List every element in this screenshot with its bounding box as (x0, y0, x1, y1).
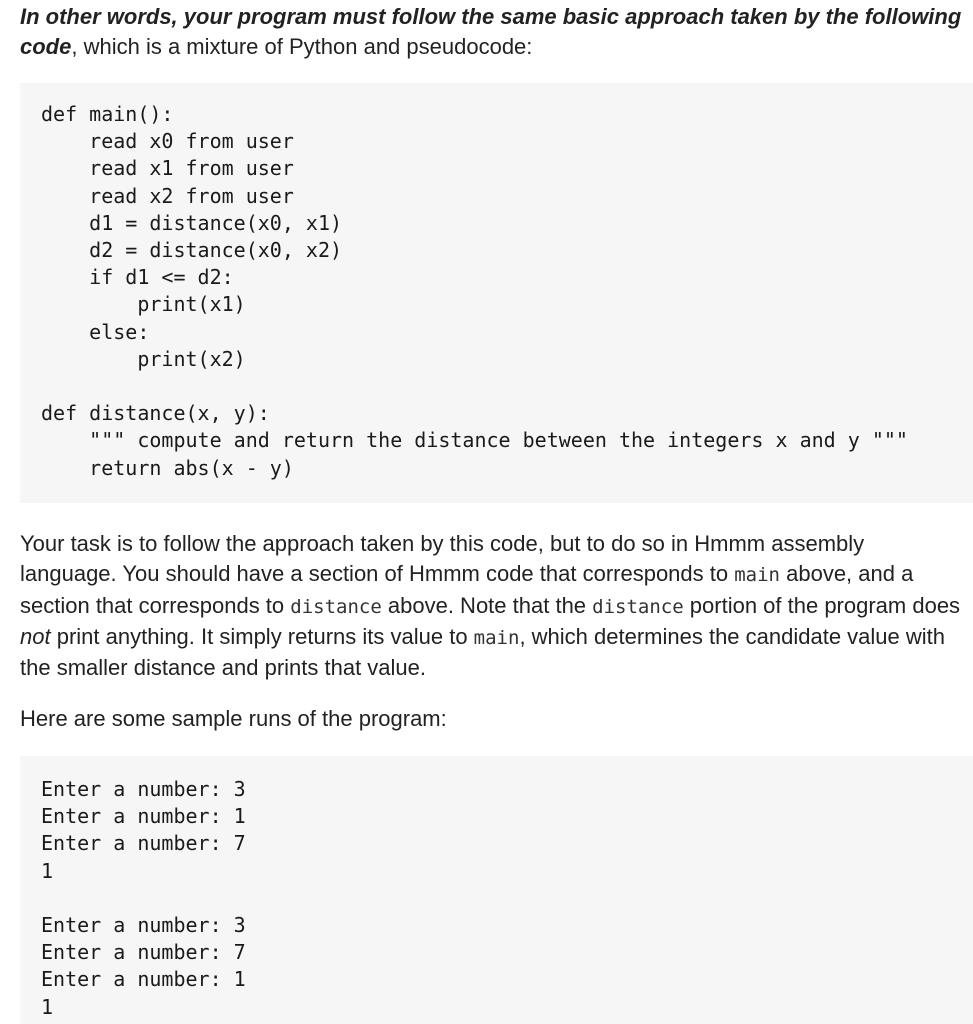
intro-emphasis: In other words, your program must follow the same basic approach taken by the following (20, 4, 962, 29)
sample-runs-block (20, 756, 973, 1024)
samples-intro: Here are some sample runs of the program: (20, 706, 447, 731)
sample-run-line: Enter a number: 3 (41, 913, 246, 938)
sample-run-line: Enter a number: 1 (41, 967, 246, 992)
code-line: def main(): (41, 102, 174, 126)
sample-run-line: Enter a number: 7 (41, 940, 246, 965)
task-text-2: above, and a section that corresponds to (20, 561, 914, 618)
sample-run-line: Enter a number: 7 (41, 831, 246, 856)
code-line: return abs(x - y) (41, 455, 294, 480)
code-line: d1 = distance(x0, x1) (41, 210, 343, 235)
sample-run-line: 1 (41, 994, 54, 1019)
code-line: print(x1) (41, 292, 246, 317)
code-line: else: (41, 319, 150, 344)
code-line: if d1 <= d2: (41, 265, 234, 290)
task-text-4: portion of the program does (683, 592, 961, 618)
intro-paragraph (20, 2, 965, 62)
inline-code-main-2: main (473, 626, 520, 649)
sample-runs-text (41, 776, 973, 1021)
task-text-1: Your task is to follow the approach taken by this code, but to do so in Hmmm assembly language. You should have a section of Hmmm code that corresponds to (20, 531, 865, 587)
inline-code-main: main (734, 564, 780, 587)
sample-run-line: 1 (41, 858, 54, 883)
task-text-6: , which determines the candidate value with the smaller distance and prints that value. (20, 623, 946, 681)
inline-code-distance: distance (290, 595, 382, 618)
sample-run-line: Enter a number: 3 (41, 777, 246, 801)
intro-emphasis-code: code (20, 34, 72, 59)
python-code-text (41, 101, 973, 482)
code-line: """ compute and return the distance between the integers x and y """ (41, 428, 908, 453)
code-line: print(x2) (41, 346, 246, 371)
sample-run-line: Enter a number: 1 (41, 804, 246, 829)
task-text-3: above. Note that the (381, 592, 593, 618)
python-code-block (20, 83, 973, 503)
task-text-5: print anything. It simply returns its value to (50, 623, 474, 649)
code-line: d2 = distance(x0, x2) (41, 238, 343, 263)
task-paragraph (20, 529, 965, 683)
code-line: read x0 from user (41, 129, 294, 154)
code-line: read x1 from user (41, 156, 294, 181)
intro-tail: , which is a mixture of Python and pseudocode: (71, 34, 533, 59)
code-line: def distance(x, y): (41, 401, 270, 426)
task-emphasis-not: not (20, 623, 51, 649)
inline-code-distance-2: distance (592, 595, 684, 618)
code-line: read x2 from user (41, 183, 294, 208)
